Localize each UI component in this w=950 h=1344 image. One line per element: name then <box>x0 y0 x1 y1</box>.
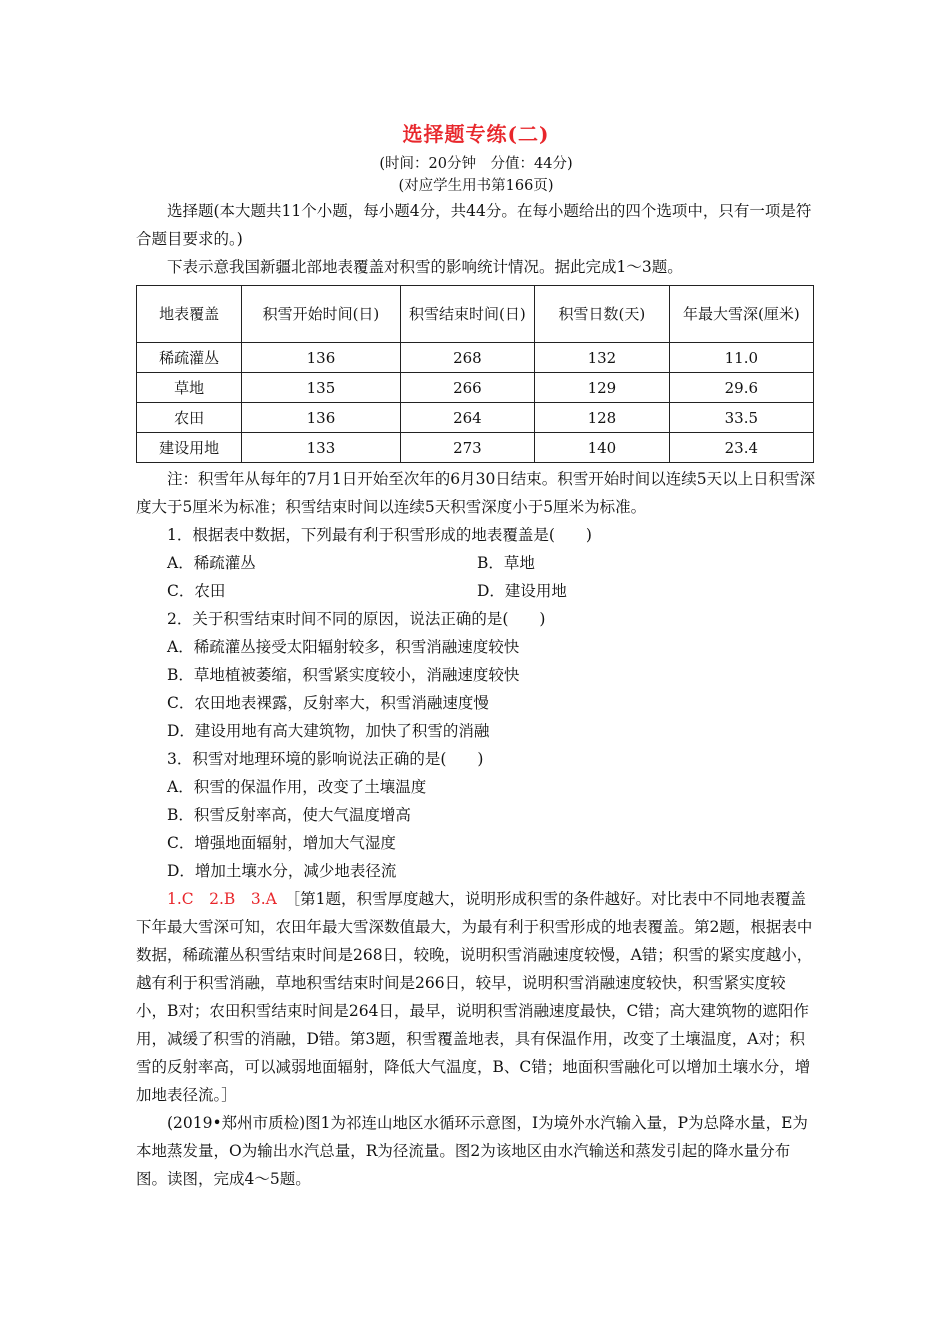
table-cell: 264 <box>400 403 535 433</box>
table-header-row <box>137 286 814 343</box>
table-cell: 建设用地 <box>137 433 242 463</box>
answer-key: 1.C 2.B 3.A <box>167 890 277 908</box>
table-row <box>137 403 814 433</box>
explanation-text: ［第1题，积雪厚度越大，说明形成积雪的条件越好。对比表中不同地表覆盖下年最大雪深可知，农田年最大雪深数值最大，为最有利于积雪形成的地表覆盖。第2题，根据表中数据，稀疏灌丛积雪结束时间是268日，较晚，说明积雪消融速度较慢，A错；积雪的紧实度越小，越有利于积雪消融，草地积雪结束时间是266日，较早，说明积雪消融速度较快，积雪紧实度较小，B对；农田积雪结束时间是264日，最早，说明积雪消融速度最快，C错；高大建筑物的遮阳作用，减缓了积雪的消融，D错。第3题，积雪覆盖地表，具有保温作用，改变了土壤温度，A对；积雪的反射率高，可以减弱地面辐射，降低大气温度，B、C错；地面积雪融化可以增加土壤水分，增加地表径流。］ <box>136 890 813 1104</box>
table-cell: 136 <box>242 343 400 373</box>
time-score-line: (时间：20分钟 分值：44分) <box>379 156 573 172</box>
option-d: D．增加土壤水分，减少地表径流 <box>167 862 397 880</box>
table-cell: 29.6 <box>669 373 813 403</box>
table-cell: 132 <box>535 343 670 373</box>
table-cell: 136 <box>242 403 400 433</box>
reference-line: (对应学生用书第166页) <box>398 178 554 194</box>
option-b: B．草地 <box>477 554 535 572</box>
instructions: 选择题(本大题共11个小题，每小题4分，共44分。在每小题给出的四个选项中，只有一项是符合题目要求的。) <box>136 202 812 248</box>
table-row <box>137 373 814 403</box>
header-cell: 积雪日数(天) <box>535 286 670 343</box>
header-cell: 年最大雪深(厘米) <box>669 286 813 343</box>
option-b: B．草地植被萎缩，积雪紧实度较小，消融速度较快 <box>167 666 520 684</box>
option-a: A．稀疏灌丛接受太阳辐射较多，积雪消融速度较快 <box>167 638 520 656</box>
header-cell: 积雪开始时间(日) <box>242 286 400 343</box>
table-cell: 268 <box>400 343 535 373</box>
table-cell: 33.5 <box>669 403 813 433</box>
question-1-options-row-2 <box>136 577 816 605</box>
question-1-options-row-1 <box>136 549 816 577</box>
option-c: C．农田地表裸露，反射率大，积雪消融速度慢 <box>167 694 489 712</box>
table-cell: 128 <box>535 403 670 433</box>
option-c: C．农田 <box>167 582 226 600</box>
table-cell: 23.4 <box>669 433 813 463</box>
option-b: B．积雪反射率高，使大气温度增高 <box>167 806 411 824</box>
table-cell: 农田 <box>137 403 242 433</box>
table-cell: 133 <box>242 433 400 463</box>
answer-explanation <box>136 885 816 1109</box>
table-note: 注：积雪年从每年的7月1日开始至次年的6月30日结束。积雪开始时间以连续5天以上日积雪深度大于5厘米为标准；积雪结束时间以连续5天积雪深度小于5厘米为标准。 <box>136 470 816 516</box>
group1-stem: 下表示意我国新疆北部地表覆盖对积雪的影响统计情况。据此完成1～3题。 <box>167 258 683 276</box>
question-2-stem: 2．关于积雪结束时间不同的原因，说法正确的是( ) <box>167 610 546 628</box>
table-cell: 266 <box>400 373 535 403</box>
question-3-stem: 3．积雪对地理环境的影响说法正确的是( ) <box>167 750 484 768</box>
table-cell: 稀疏灌丛 <box>137 343 242 373</box>
table-cell: 11.0 <box>669 343 813 373</box>
table-row <box>137 433 814 463</box>
table-cell: 草地 <box>137 373 242 403</box>
option-d: D．建设用地 <box>477 582 567 600</box>
header-cell: 积雪结束时间(日) <box>400 286 535 343</box>
option-d: D．建设用地有高大建筑物，加快了积雪的消融 <box>167 722 490 740</box>
table-cell: 273 <box>400 433 535 463</box>
snow-cover-table <box>136 285 814 463</box>
table-cell: 129 <box>535 373 670 403</box>
option-a: A．积雪的保温作用，改变了土壤温度 <box>167 778 427 796</box>
header-cell: 地表覆盖 <box>137 286 242 343</box>
table-cell: 135 <box>242 373 400 403</box>
option-c: C．增强地面辐射，增加大气湿度 <box>167 834 396 852</box>
table-cell: 140 <box>535 433 670 463</box>
option-a: A．稀疏灌丛 <box>167 554 256 572</box>
question-1-stem: 1．根据表中数据，下列最有利于积雪形成的地表覆盖是( ) <box>167 526 592 544</box>
group2-stem: (2019•郑州市质检)图1为祁连山地区水循环示意图，I为境外水汽输入量，P为总降水量，E为本地蒸发量，O为输出水汽总量，R为径流量。图2为该地区由水汽输送和蒸发引起的降水量分布图。读图，完成4～5题。 <box>136 1114 808 1188</box>
document-page <box>136 118 816 1193</box>
page-title: 选择题专练(二) <box>402 122 550 146</box>
table-row <box>137 343 814 373</box>
